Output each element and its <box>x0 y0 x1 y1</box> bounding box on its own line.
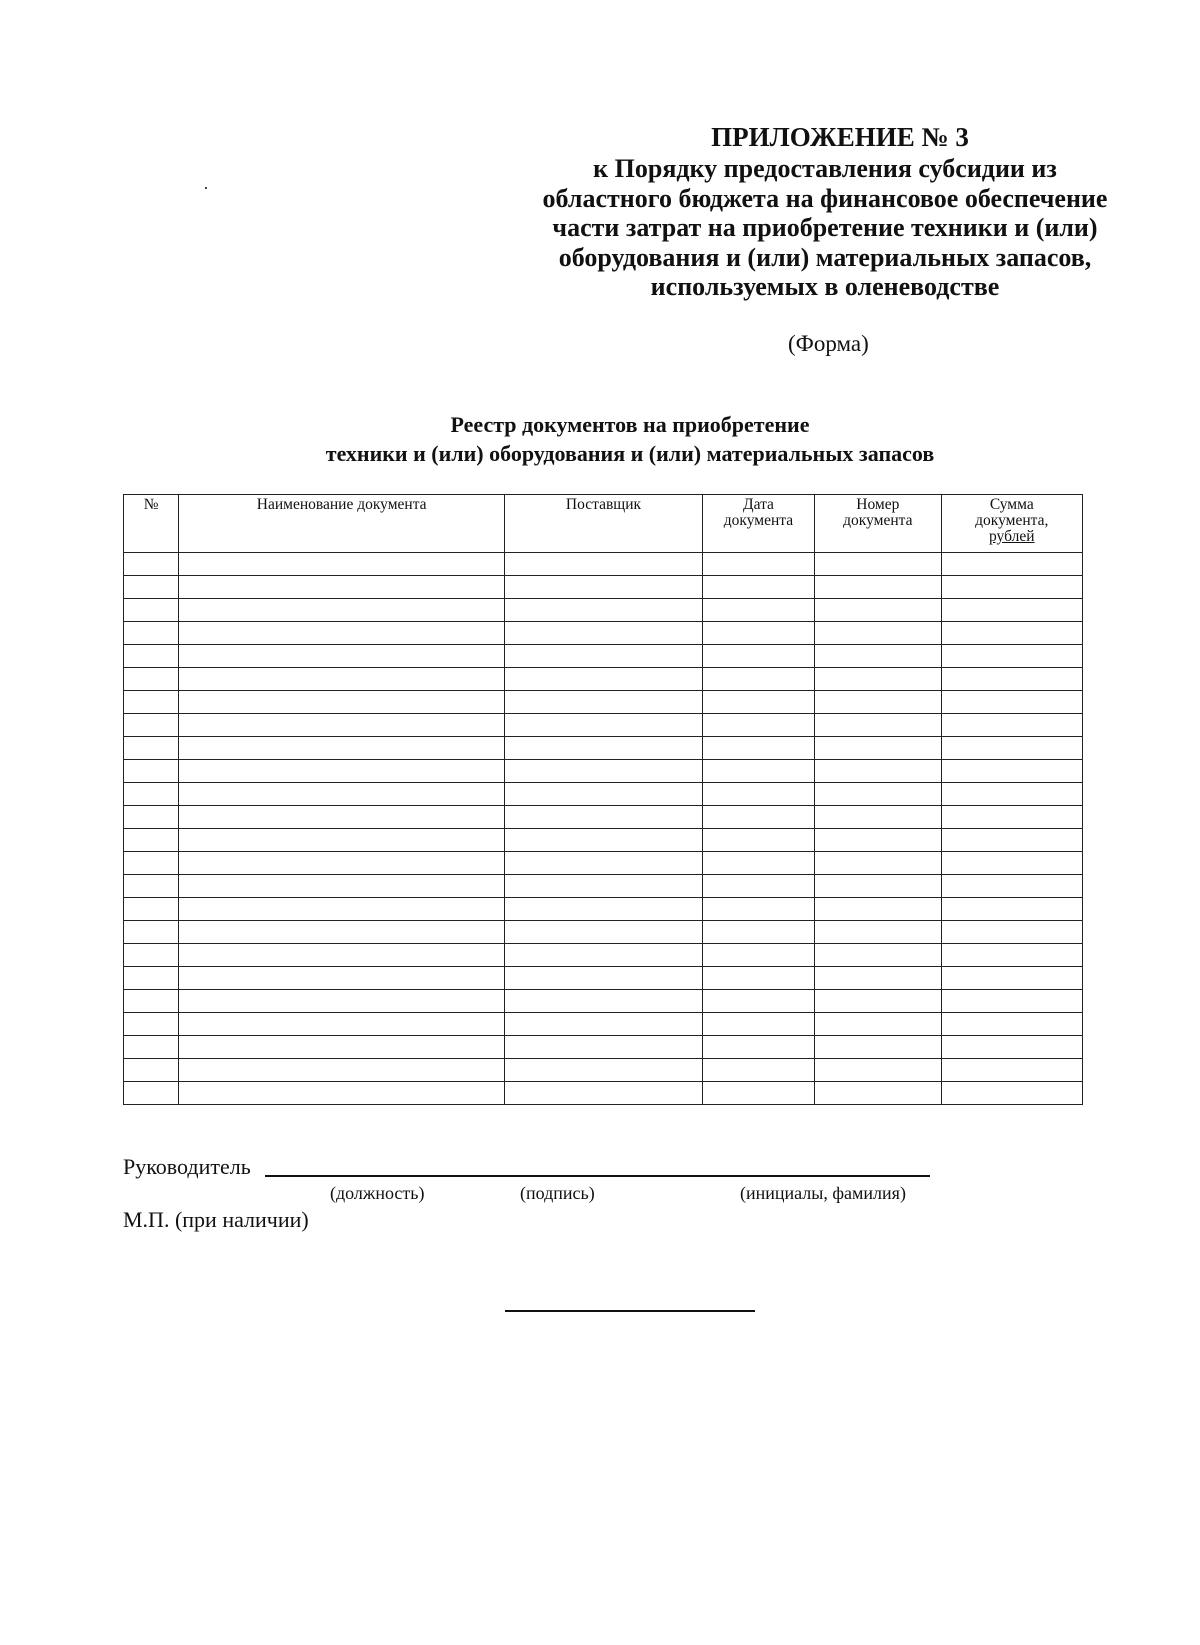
table-row <box>124 691 1083 714</box>
table-cell <box>815 1059 941 1082</box>
signature-line <box>265 1175 930 1177</box>
table-cell <box>505 875 703 898</box>
table-cell <box>702 576 814 599</box>
table-row <box>124 783 1083 806</box>
table-cell <box>941 829 1082 852</box>
table-cell <box>702 990 814 1013</box>
table-cell <box>941 944 1082 967</box>
form-label: (Форма) <box>788 331 869 356</box>
table-cell <box>505 967 703 990</box>
bottom-underline <box>505 1310 755 1312</box>
table-cell <box>505 622 703 645</box>
table-cell <box>179 921 505 944</box>
table-row <box>124 1082 1083 1105</box>
table-cell <box>702 1059 814 1082</box>
table-cell <box>702 1036 814 1059</box>
table-cell <box>702 852 814 875</box>
table-cell <box>179 645 505 668</box>
table-cell <box>941 714 1082 737</box>
table-cell <box>815 645 941 668</box>
registry-title <box>200 410 1060 468</box>
appendix-line: оборудования и (или) материальных запасов, <box>558 242 1092 272</box>
header-line: Номер <box>856 496 900 513</box>
header-line: документа <box>843 512 913 529</box>
table-cell <box>815 990 941 1013</box>
table-row <box>124 1059 1083 1082</box>
table-cell <box>702 737 814 760</box>
table-cell <box>702 1082 814 1105</box>
table-cell <box>815 737 941 760</box>
table-cell <box>124 875 179 898</box>
appendix-header <box>515 120 1135 302</box>
table-cell <box>815 1082 941 1105</box>
table-row <box>124 806 1083 829</box>
table-cell <box>179 576 505 599</box>
table-cell <box>505 898 703 921</box>
table-cell <box>124 1082 179 1105</box>
table-cell <box>505 599 703 622</box>
table-row <box>124 622 1083 645</box>
table-cell <box>124 921 179 944</box>
table-cell <box>505 990 703 1013</box>
table-cell <box>124 852 179 875</box>
table-cell <box>505 806 703 829</box>
table-cell <box>702 691 814 714</box>
table-cell <box>815 760 941 783</box>
table-cell <box>124 691 179 714</box>
registry-title-line: техники и (или) оборудования и (или) материальных запасов <box>325 441 935 466</box>
header-line: Дата <box>743 496 774 513</box>
table-cell <box>815 944 941 967</box>
table-cell <box>941 967 1082 990</box>
table-cell <box>941 1036 1082 1059</box>
table-cell <box>124 714 179 737</box>
table-cell <box>124 737 179 760</box>
table-cell <box>702 921 814 944</box>
table-cell <box>941 691 1082 714</box>
table-row <box>124 898 1083 921</box>
table-row <box>124 829 1083 852</box>
table-cell <box>941 576 1082 599</box>
table-cell <box>505 714 703 737</box>
table-cell <box>124 645 179 668</box>
table-cell <box>815 599 941 622</box>
table-cell <box>815 898 941 921</box>
table-row <box>124 875 1083 898</box>
table-cell <box>124 760 179 783</box>
table-cell <box>124 967 179 990</box>
table-cell <box>179 1036 505 1059</box>
table-cell <box>179 599 505 622</box>
table-cell <box>815 829 941 852</box>
table-cell <box>505 1036 703 1059</box>
header-line: документа <box>723 512 794 529</box>
table-cell <box>941 1082 1082 1105</box>
table-cell <box>124 668 179 691</box>
table-cell <box>941 921 1082 944</box>
table-cell <box>702 898 814 921</box>
table-cell <box>505 668 703 691</box>
table-row <box>124 553 1083 576</box>
table-cell <box>179 875 505 898</box>
table-cell <box>941 852 1082 875</box>
table-cell <box>941 898 1082 921</box>
table-cell <box>702 875 814 898</box>
table-cell <box>124 1036 179 1059</box>
table-cell <box>941 622 1082 645</box>
table-cell <box>815 1013 941 1036</box>
table-cell <box>124 990 179 1013</box>
table-cell <box>179 691 505 714</box>
table-cell <box>179 1059 505 1082</box>
appendix-line: к Порядку предоставления субсидии из <box>593 154 1057 183</box>
table-row <box>124 668 1083 691</box>
table-cell <box>505 783 703 806</box>
table-cell <box>179 668 505 691</box>
table-row <box>124 645 1083 668</box>
column-header-document-date <box>702 495 814 553</box>
table-cell <box>702 645 814 668</box>
table-cell <box>941 668 1082 691</box>
table-row <box>124 944 1083 967</box>
caption-signature: (подпись) <box>520 1183 595 1203</box>
table-row <box>124 1036 1083 1059</box>
column-header-document-name: Наименование документа <box>179 495 505 553</box>
table-cell <box>124 944 179 967</box>
caption-position: (должность) <box>330 1183 425 1203</box>
table-cell <box>505 1059 703 1082</box>
table-row <box>124 967 1083 990</box>
appendix-line: части затрат на приобретение техники и (или) <box>552 213 1098 242</box>
table-cell <box>179 760 505 783</box>
table-cell <box>179 829 505 852</box>
header-line: рублей <box>989 528 1035 545</box>
table-cell <box>702 622 814 645</box>
stamp-label: М.П. (при наличии) <box>123 1207 309 1232</box>
table-cell <box>179 806 505 829</box>
head-label: Руководитель <box>123 1154 251 1179</box>
table-cell <box>179 553 505 576</box>
table-cell <box>179 714 505 737</box>
table-row <box>124 576 1083 599</box>
table-cell <box>941 875 1082 898</box>
table-cell <box>179 852 505 875</box>
table-cell <box>505 1013 703 1036</box>
table-cell <box>941 599 1082 622</box>
table-cell <box>815 576 941 599</box>
column-header-document-sum <box>941 495 1082 553</box>
table-cell <box>124 806 179 829</box>
table-cell <box>179 944 505 967</box>
registry-table-body <box>124 553 1083 1105</box>
column-header-supplier: Поставщик <box>505 495 703 553</box>
table-cell <box>124 622 179 645</box>
table-cell <box>179 1013 505 1036</box>
table-cell <box>815 714 941 737</box>
table-row <box>124 599 1083 622</box>
table-cell <box>505 852 703 875</box>
column-header-document-number <box>815 495 941 553</box>
table-cell <box>815 967 941 990</box>
table-row <box>124 921 1083 944</box>
registry-title-line: Реестр документов на приобретение <box>450 412 810 437</box>
registry-table <box>123 494 1083 1105</box>
table-cell <box>179 990 505 1013</box>
table-cell <box>702 553 814 576</box>
table-row <box>124 1013 1083 1036</box>
table-cell <box>124 599 179 622</box>
table-cell <box>505 760 703 783</box>
table-cell <box>702 760 814 783</box>
table-cell <box>179 967 505 990</box>
table-cell <box>179 783 505 806</box>
table-cell <box>179 622 505 645</box>
table-cell <box>815 852 941 875</box>
table-cell <box>124 829 179 852</box>
table-cell <box>702 714 814 737</box>
table-cell <box>702 599 814 622</box>
table-row <box>124 714 1083 737</box>
table-cell <box>124 1059 179 1082</box>
table-header-row <box>124 495 1083 553</box>
table-cell <box>941 1013 1082 1036</box>
table-cell <box>702 806 814 829</box>
table-cell <box>505 691 703 714</box>
table-cell <box>941 806 1082 829</box>
table-cell <box>815 553 941 576</box>
caption-initials: (инициалы, фамилия) <box>740 1183 906 1203</box>
table-cell <box>815 622 941 645</box>
table-row <box>124 760 1083 783</box>
table-cell <box>124 783 179 806</box>
table-cell <box>702 668 814 691</box>
appendix-description <box>515 154 1135 302</box>
table-cell <box>815 691 941 714</box>
table-cell <box>702 829 814 852</box>
table-cell <box>505 829 703 852</box>
table-cell <box>179 1082 505 1105</box>
column-header-number-sign: № <box>124 495 179 553</box>
table-cell <box>505 645 703 668</box>
appendix-title: ПРИЛОЖЕНИЕ № 3 <box>711 122 969 152</box>
table-cell <box>941 553 1082 576</box>
table-cell <box>505 553 703 576</box>
table-cell <box>941 645 1082 668</box>
table-cell <box>815 875 941 898</box>
header-line: Сумма <box>989 496 1034 513</box>
appendix-line: областного бюджета на финансовое обеспечение <box>542 183 1108 213</box>
table-cell <box>702 783 814 806</box>
table-cell <box>505 576 703 599</box>
table-cell <box>941 1059 1082 1082</box>
table-cell <box>815 921 941 944</box>
header-line: документа, <box>975 512 1049 529</box>
table-cell <box>702 1013 814 1036</box>
table-cell <box>941 783 1082 806</box>
table-cell <box>815 783 941 806</box>
table-cell <box>124 553 179 576</box>
table-row <box>124 852 1083 875</box>
table-cell <box>505 921 703 944</box>
table-row <box>124 990 1083 1013</box>
table-cell <box>179 737 505 760</box>
table-cell <box>124 1013 179 1036</box>
table-cell <box>124 898 179 921</box>
appendix-line: используемых в оленеводстве <box>650 272 1000 301</box>
table-row <box>124 737 1083 760</box>
table-cell <box>941 760 1082 783</box>
table-cell <box>505 944 703 967</box>
table-cell <box>505 1082 703 1105</box>
table-cell <box>815 1036 941 1059</box>
table-cell <box>702 944 814 967</box>
table-cell <box>505 737 703 760</box>
table-cell <box>941 990 1082 1013</box>
table-cell <box>815 806 941 829</box>
table-cell <box>815 668 941 691</box>
table-cell <box>124 576 179 599</box>
table-cell <box>941 737 1082 760</box>
table-cell <box>702 967 814 990</box>
table-cell <box>179 898 505 921</box>
scan-speck <box>205 187 207 189</box>
